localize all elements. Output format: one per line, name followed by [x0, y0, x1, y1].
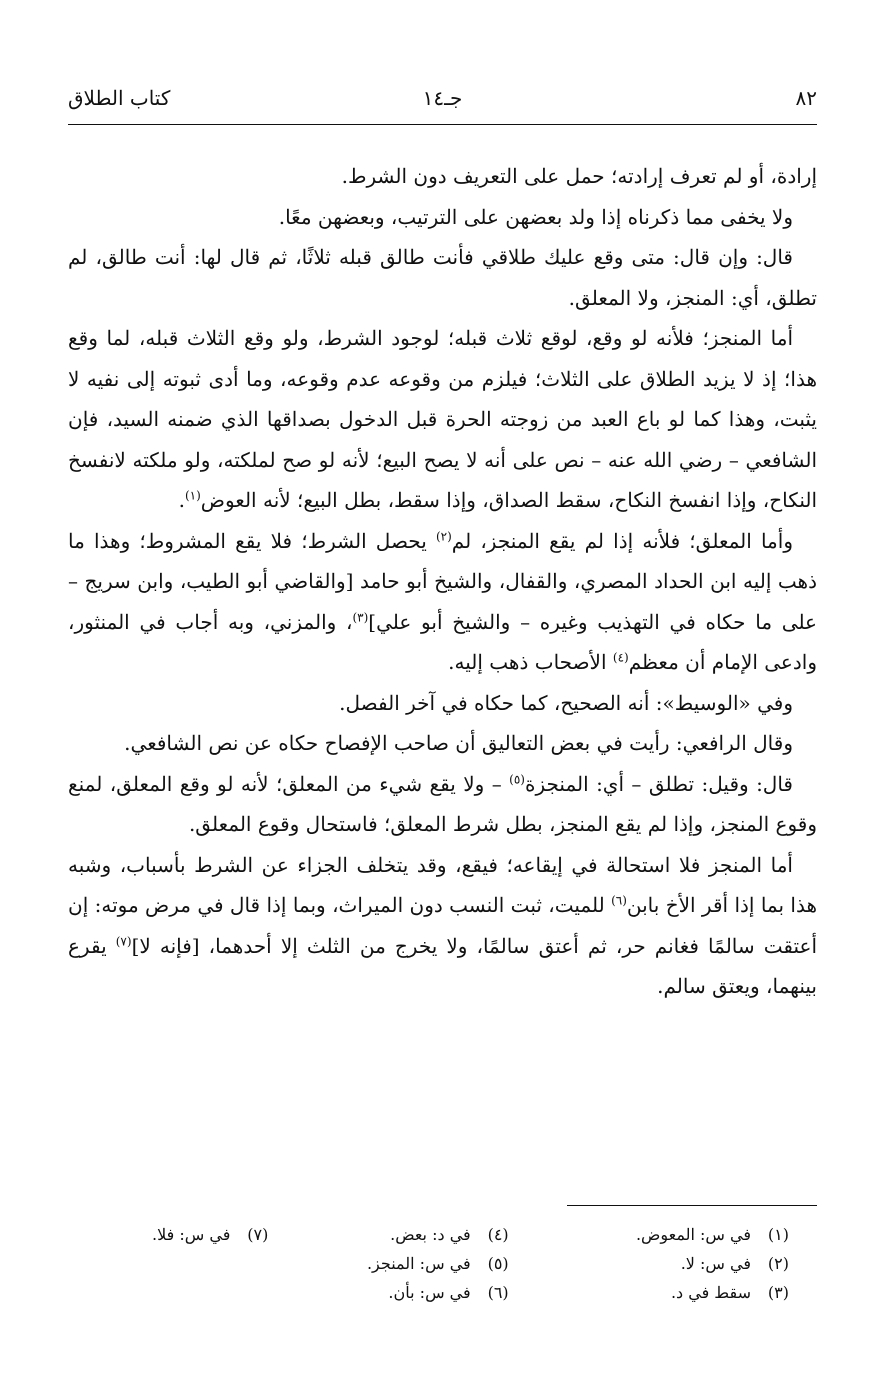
footnote-column [68, 1220, 308, 1307]
paragraph [68, 723, 817, 764]
footnote-divider [567, 1205, 817, 1206]
header-divider [68, 124, 817, 125]
paragraph [68, 521, 817, 683]
paragraph-text: للميت، ثبت النسب دون الميراث، وبما إذا قال في مرض موته: إن أعتقت سالمًا فغانم حر، ثم أعتق سالمًا، ولا يخرج من الثلث إلا أحدهما، [فإنه لا] [68, 893, 818, 958]
paragraph-text: . [178, 488, 185, 512]
running-header [68, 86, 817, 122]
footnote-reference: (٧) [115, 933, 132, 948]
footnote-number: (٢) [767, 1254, 789, 1273]
footnote-number: (٥) [487, 1254, 509, 1273]
volume-number: جـ١٤ [422, 86, 463, 110]
footnote [589, 1278, 789, 1307]
footnote [308, 1278, 508, 1307]
footnote-text: في س: لا. [680, 1254, 751, 1273]
paragraph-text: قال: وإن قال: متى وقع عليك طلاقي فأنت طالق قبله ثلاثًا، ثم قال لها: أنت طالق، لم تطلق، أي: المنجز، ولا المعلق. [68, 245, 817, 310]
footnote-number: (٧) [247, 1225, 269, 1244]
footnote [589, 1249, 789, 1278]
footnote-text: في س: فلا. [151, 1225, 231, 1244]
footnote [589, 1220, 789, 1249]
paragraph-text: وفي «الوسيط»: أنه الصحيح، كما حكاه في آخر الفصل. [339, 690, 793, 715]
footnote-reference: (١) [184, 488, 201, 503]
paragraph [68, 683, 817, 724]
paragraph [68, 156, 817, 197]
footnotes [68, 1220, 817, 1307]
paragraph-text: يحصل الشرط؛ فلا يقع المشروط؛ وهذا ما ذهب إليه ابن الحداد المصري، والقفال، والشيخ أبو حامد [والقاضي أبو الطيب، وابن سريج – على ما حكاه في التهذيب وغيره – والشيخ أبو علي] [68, 528, 817, 634]
footnote-number: (٤) [487, 1225, 509, 1244]
paragraph-text: أما المنجز؛ فلأنه لو وقع، لوقع ثلاث قبله؛ لوجود الشرط، ولو وقع الثلاث قبله، لما وقع هذا؛ إذ لا يزيد الطلاق على الثلاث؛ فيلزم من وقوعه عدم وقوعه، وما أدى ثبوته إلى نفيه لا يثبت، وهذا كما لو باع العبد من زوجته الحرة قبل الدخول بصداقها الذي ضمنه السيد، فإن الشافعي – رضي الله عنه – نص على أنه لا يصح البيع؛ لأنه لو صح لملكته، ولو ملكته لانفسخ النكاح، وإذا انفسخ النكاح، سقط الصداق، وإذا سقط، بطل البيع؛ لأنه العوض [68, 326, 818, 512]
footnote-text: في د: بعض. [390, 1225, 471, 1244]
paragraph-text: الأصحاب ذهب إليه. [448, 650, 613, 674]
paragraph-text: يقرع بينهما، ويعتق سالم. [68, 933, 817, 998]
book-title: كتاب الطلاق [68, 86, 171, 110]
paragraph-text: وأما المعلق؛ فلأنه إذا لم يقع المنجز، لم [451, 528, 793, 553]
paragraph-text: ، والمزني، وبه أجاب في المنثور، وادعى الإمام أن معظم [68, 609, 817, 674]
footnote-reference: (٢) [435, 528, 452, 543]
paragraph-text: – ولا يقع شيء من المعلق؛ لأنه لو وقع المعلق، لمنع وقوع المنجز، وإذا لم يقع المنجز، بطل شرط المعلق؛ فاستحال وقوع المعلق. [68, 771, 817, 836]
page-number: ٨٢ [795, 86, 817, 110]
paragraph [68, 237, 817, 318]
paragraph [68, 845, 817, 1007]
paragraph [68, 318, 817, 521]
main-text [68, 156, 817, 1007]
footnote-reference: (٣) [352, 609, 369, 624]
footnote [68, 1220, 268, 1249]
footnote-text: في س: بأن. [388, 1283, 471, 1302]
footnote-reference: (٤) [612, 650, 629, 665]
footnote-text: سقط في د. [670, 1283, 751, 1302]
footnote-reference: (٥) [509, 771, 525, 786]
footnote-text: في س: المنجز. [366, 1254, 471, 1273]
footnote-reference: (٦) [611, 893, 627, 908]
paragraph [68, 197, 817, 238]
footnote [308, 1249, 508, 1278]
footnote-column [308, 1220, 588, 1307]
paragraph-text: إرادة، أو لم تعرف إرادته؛ حمل على التعريف دون الشرط. [341, 164, 817, 188]
footnote-column [589, 1220, 817, 1307]
paragraph [68, 764, 817, 845]
paragraph-text: ولا يخفى مما ذكرناه إذا ولد بعضهن على الترتيب، وبعضهن معًا. [278, 204, 793, 229]
paragraph-text: وقال الرافعي: رأيت في بعض التعاليق أن صاحب الإفصاح حكاه عن نص الشافعي. [124, 731, 793, 755]
footnote-number: (٣) [767, 1283, 789, 1302]
footnote-number: (٦) [487, 1283, 509, 1302]
footnote-number: (١) [767, 1225, 789, 1244]
paragraph-text: أما المنجز فلا استحالة في إيقاعه؛ فيقع، وقد يتخلف الجزاء عن الشرط بأسباب، وشبه هذا بما إذا أقر الأخ بابن [68, 852, 818, 917]
paragraph-text: قال: وقيل: تطلق – أي: المنجزة [524, 771, 793, 796]
footnote [308, 1220, 508, 1249]
footnote-text: في س: المعوض. [635, 1225, 751, 1244]
